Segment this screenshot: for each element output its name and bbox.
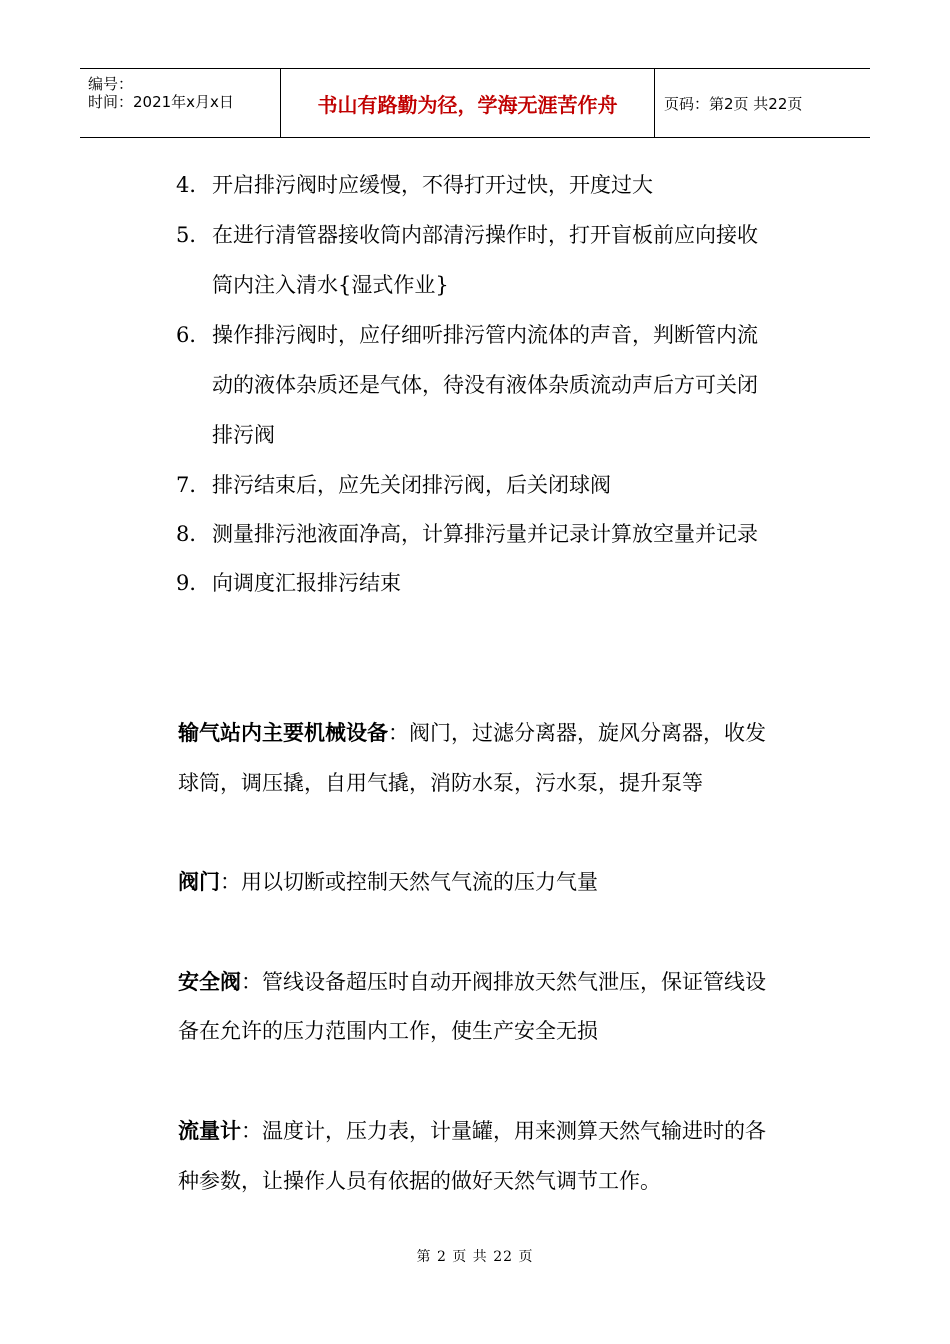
term-separator: ： bbox=[241, 970, 262, 994]
list-item-9 bbox=[176, 558, 401, 608]
list-text: 操作排污阀时，应仔细听排污管内流体的声音，判断管内流 bbox=[212, 323, 758, 347]
paragraph-term: 安全阀 bbox=[178, 970, 241, 994]
paragraph-text-continued: 备在允许的压力范围内工作，使生产安全无损 bbox=[178, 1019, 598, 1043]
list-text-continued: 排污阀 bbox=[212, 423, 275, 447]
list-number: 5． bbox=[176, 223, 211, 247]
term-separator: ： bbox=[388, 721, 409, 745]
header-page-info: 页码：第2页 共22页 bbox=[664, 95, 803, 113]
date-label: 时间：2021年x月x日 bbox=[88, 93, 234, 111]
paragraph-text-continued: 种参数，让操作人员有依据的做好天然气调节工作。 bbox=[178, 1169, 661, 1193]
list-number: 7． bbox=[176, 473, 211, 497]
list-text: 测量排污池液面净高，计算排污量并记录计算放空量并记录 bbox=[212, 522, 758, 546]
list-text: 排污结束后，应先关闭排污阀，后关闭球阀 bbox=[212, 473, 611, 497]
paragraph-text: 阀门，过滤分离器，旋风分离器，收发 bbox=[409, 721, 766, 745]
list-number: 4． bbox=[176, 173, 211, 197]
header-meta-cell bbox=[80, 69, 280, 137]
list-text-continued: 动的液体杂质还是气体，待没有液体杂质流动声后方可关闭 bbox=[212, 373, 758, 397]
paragraph-flowmeter bbox=[178, 1106, 766, 1156]
list-number: 9． bbox=[176, 571, 211, 595]
code-label: 编号： bbox=[88, 75, 134, 93]
paragraph-text: 温度计，压力表，计量罐，用来测算天然气输进时的各 bbox=[262, 1119, 766, 1143]
header-divider-right bbox=[654, 69, 655, 137]
paragraph-term: 输气站内主要机械设备 bbox=[178, 721, 388, 745]
list-item-7 bbox=[176, 460, 611, 510]
paragraph-term: 流量计 bbox=[178, 1119, 241, 1143]
paragraph-main-equipment bbox=[178, 708, 766, 758]
list-item-5 bbox=[176, 210, 758, 260]
document-header bbox=[80, 68, 870, 138]
list-item-6 bbox=[176, 310, 758, 360]
list-item-4 bbox=[176, 160, 653, 210]
list-text: 开启排污阀时应缓慢，不得打开过快，开度过大 bbox=[212, 173, 653, 197]
list-text-continued: 筒内注入清水{湿式作业} bbox=[212, 273, 449, 297]
paragraph-text: 管线设备超压时自动开阀排放天然气泄压，保证管线设 bbox=[262, 970, 766, 994]
list-number: 6． bbox=[176, 323, 211, 347]
term-separator: ： bbox=[241, 1119, 262, 1143]
header-motto: 书山有路勤为径，学海无涯苦作舟 bbox=[317, 92, 618, 117]
paragraph-safety-valve bbox=[178, 957, 766, 1007]
paragraph-text-continued: 球筒，调压撬，自用气撬，消防水泵，污水泵，提升泵等 bbox=[178, 771, 703, 795]
list-item-8 bbox=[176, 509, 758, 559]
list-text: 在进行清管器接收筒内部清污操作时，打开盲板前应向接收 bbox=[212, 223, 758, 247]
list-text: 向调度汇报排污结束 bbox=[212, 571, 401, 595]
paragraph-valve bbox=[178, 857, 598, 907]
paragraph-term: 阀门 bbox=[178, 870, 220, 894]
paragraph-text: 用以切断或控制天然气气流的压力气量 bbox=[241, 870, 598, 894]
list-number: 8． bbox=[176, 522, 211, 546]
term-separator: ： bbox=[220, 870, 241, 894]
page-footer: 第 2 页 共 22 页 bbox=[416, 1249, 534, 1265]
